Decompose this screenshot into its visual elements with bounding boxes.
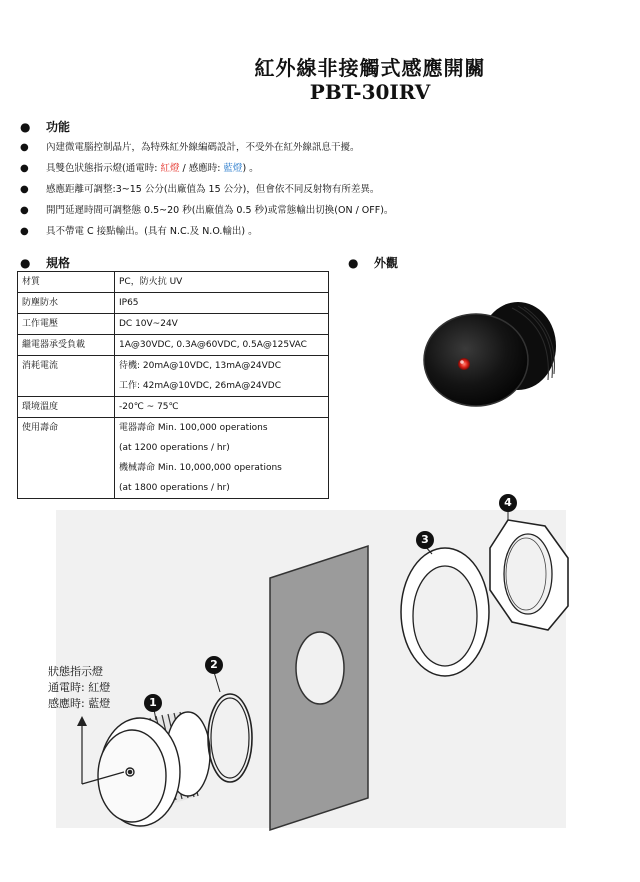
bullet-icon: ● xyxy=(20,142,29,153)
bullet-icon: ● xyxy=(20,205,29,216)
table-row: 消耗電流 待機: 20mA@10VDC, 13mA@24VDC 工作: 42mA@10VDC, 26mA@24VDC xyxy=(18,356,329,397)
bullet-icon: ● xyxy=(20,256,31,270)
table-row: 防塵防水 IP65 xyxy=(18,293,329,314)
title-chinese: 紅外線非接觸式感應開關 xyxy=(254,56,486,80)
list-item: ● 內建微電腦控制晶片，為特殊紅外線編碼設計，不受外在紅外線訊息干擾。 xyxy=(20,137,620,158)
title-model: PBT-30IRV xyxy=(309,80,431,104)
bullet-icon: ● xyxy=(20,120,31,134)
bullet-icon: ● xyxy=(20,226,29,237)
table-row: 使用壽命 電器壽命 Min. 100,000 operations (at 1200 operations / hr) 機械壽命 Min. 10,000,000 operations (at 1800 operations / hr) xyxy=(18,418,329,499)
list-item: ● 感應距離可調整:3~15 公分(出廠值為 15 公分)，但會依不同反射物有所差異。 xyxy=(20,179,620,200)
red-led-label: 紅燈 xyxy=(160,163,180,174)
product-photo xyxy=(420,288,560,418)
table-row: 環境溫度 -20℃ ~ 75℃ xyxy=(18,397,329,418)
panel-hole xyxy=(296,632,344,704)
table-row: 繼電器承受負載 1A@30VDC, 0.3A@60VDC, 0.5A@125VAC xyxy=(18,335,329,356)
table-row: 工作電壓 DC 10V~24V xyxy=(18,314,329,335)
callout-3: 3 xyxy=(416,531,434,549)
callout-4: 4 xyxy=(499,494,517,512)
red-led-icon xyxy=(458,358,470,370)
table-row: 材質 PC，防火抗 UV xyxy=(18,272,329,293)
spec-table xyxy=(17,271,329,499)
features-heading: ● 功能 xyxy=(20,120,71,134)
appearance-heading: ● 外觀 xyxy=(348,256,399,270)
list-item: ● 具不帶電 C 接點輸出。(具有 N.C.及 N.O.輸出) 。 xyxy=(20,221,620,242)
specs-heading: ● 規格 xyxy=(20,256,71,270)
callout-1: 1 xyxy=(144,694,162,712)
bullet-icon: ● xyxy=(20,163,29,174)
list-item: ● 開門延遲時間可調整態 0.5~20 秒(出廠值為 0.5 秒)或常態輸出切換(ON / OFF)。 xyxy=(20,200,620,221)
status-indicator-text: 狀態指示燈 通電時: 紅燈 感應時: 藍燈 xyxy=(48,665,111,710)
bullet-icon: ● xyxy=(20,184,29,195)
features-list xyxy=(20,137,620,242)
bullet-icon: ● xyxy=(348,256,359,270)
list-item: ● 具雙色狀態指示燈(通電時: 紅燈 / 感應時: 藍燈) 。 xyxy=(20,158,620,179)
blue-led-label: 藍燈 xyxy=(223,163,243,174)
callout-2: 2 xyxy=(205,656,223,674)
